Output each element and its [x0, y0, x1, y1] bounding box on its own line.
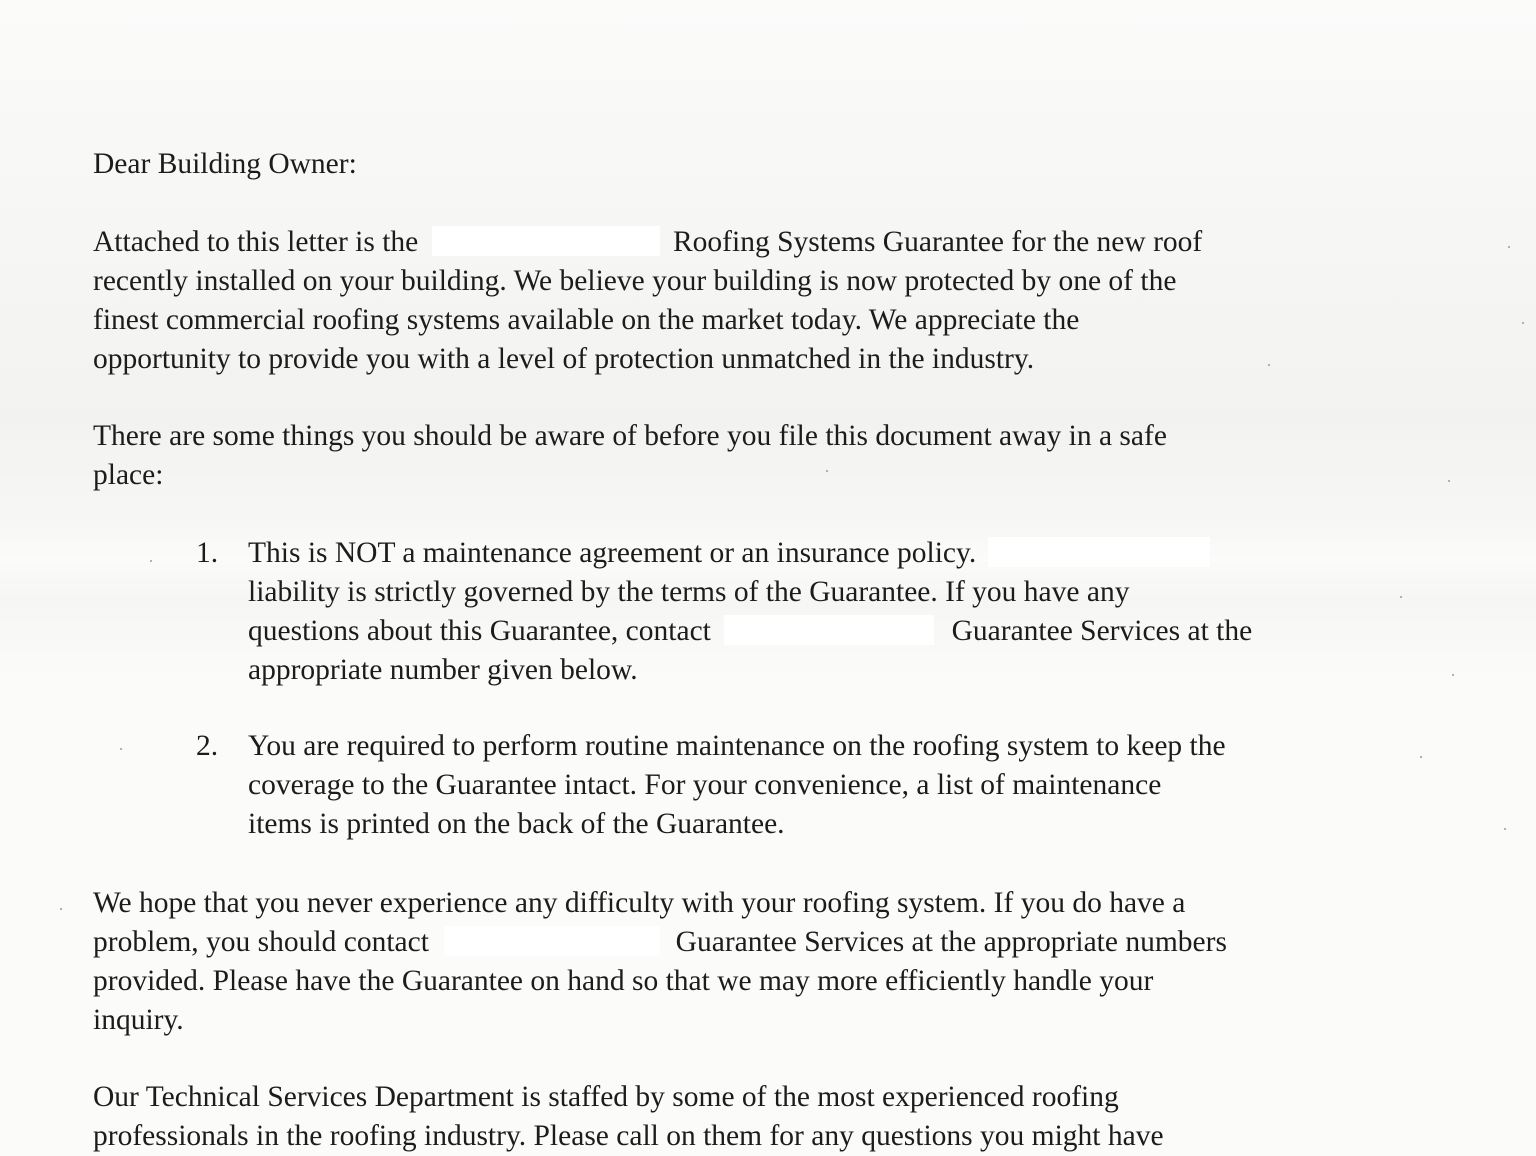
scan-speck	[1420, 756, 1422, 758]
paragraph-1-line-4: opportunity to provide you with a level of protection unmatched in the industry.	[93, 343, 1035, 375]
scan-speck	[1452, 674, 1454, 676]
text-fragment: This is NOT a maintenance agreement or an insurance policy.	[248, 537, 977, 569]
paragraph-3-line-2	[93, 923, 1227, 962]
paragraph-3-line-4: inquiry.	[93, 1004, 184, 1036]
list-item-1-line-3	[248, 612, 1252, 651]
scan-speck	[1508, 246, 1510, 248]
paragraph-1-line-1	[93, 223, 1202, 262]
scan-speck	[1268, 364, 1270, 366]
scan-speck	[1400, 596, 1402, 598]
paragraph-2-line-2: place:	[93, 459, 164, 491]
text-fragment: Roofing Systems Guarantee for the new roof	[673, 226, 1203, 258]
redacted-company-name	[988, 537, 1210, 567]
paragraph-4-line-2: professionals in the roofing industry. Please call on them for any questions you might have	[93, 1120, 1164, 1152]
scan-speck	[150, 560, 152, 562]
redacted-company-name	[724, 615, 934, 645]
paragraph-3-line-1: We hope that you never experience any difficulty with your roofing system. If you do have a	[93, 887, 1186, 919]
scan-speck	[1522, 322, 1524, 324]
scan-speck	[826, 470, 828, 472]
scan-speck	[120, 748, 122, 750]
text-fragment: problem, you should contact	[93, 926, 429, 958]
list-item-2-line-3: items is printed on the back of the Guarantee.	[248, 808, 785, 840]
list-item-1-line-1	[248, 534, 1210, 573]
paragraph-2-line-1: There are some things you should be aware of before you file this document away in a safe	[93, 420, 1167, 452]
text-fragment: Guarantee Services at the	[951, 615, 1253, 647]
text-fragment: questions about this Guarantee, contact	[248, 615, 711, 647]
list-item-1-number: 1.	[196, 537, 219, 569]
scan-speck	[1504, 828, 1506, 830]
redacted-company-name	[432, 226, 660, 256]
list-item-2-line-2: coverage to the Guarantee intact. For your convenience, a list of maintenance	[248, 769, 1162, 801]
scan-speck	[1448, 480, 1450, 482]
list-item-2-number: 2.	[196, 730, 219, 762]
paragraph-1-line-3: finest commercial roofing systems available on the market today. We appreciate the	[93, 304, 1080, 336]
paragraph-1-line-2: recently installed on your building. We believe your building is now protected by one of the	[93, 265, 1177, 297]
text-fragment: Guarantee Services at the appropriate numbers	[675, 926, 1227, 958]
salutation: Dear Building Owner:	[93, 148, 357, 180]
text-fragment: Attached to this letter is the	[93, 226, 419, 258]
list-item-2-line-1: You are required to perform routine maintenance on the roofing system to keep the	[248, 730, 1226, 762]
scan-speck	[60, 908, 62, 910]
list-item-1-line-2: liability is strictly governed by the terms of the Guarantee. If you have any	[248, 576, 1130, 608]
paragraph-4-line-1: Our Technical Services Department is staffed by some of the most experienced roofing	[93, 1081, 1119, 1113]
redacted-company-name	[444, 926, 660, 956]
list-item-1-line-4: appropriate number given below.	[248, 654, 638, 686]
paragraph-3-line-3: provided. Please have the Guarantee on hand so that we may more efficiently handle your	[93, 965, 1154, 997]
